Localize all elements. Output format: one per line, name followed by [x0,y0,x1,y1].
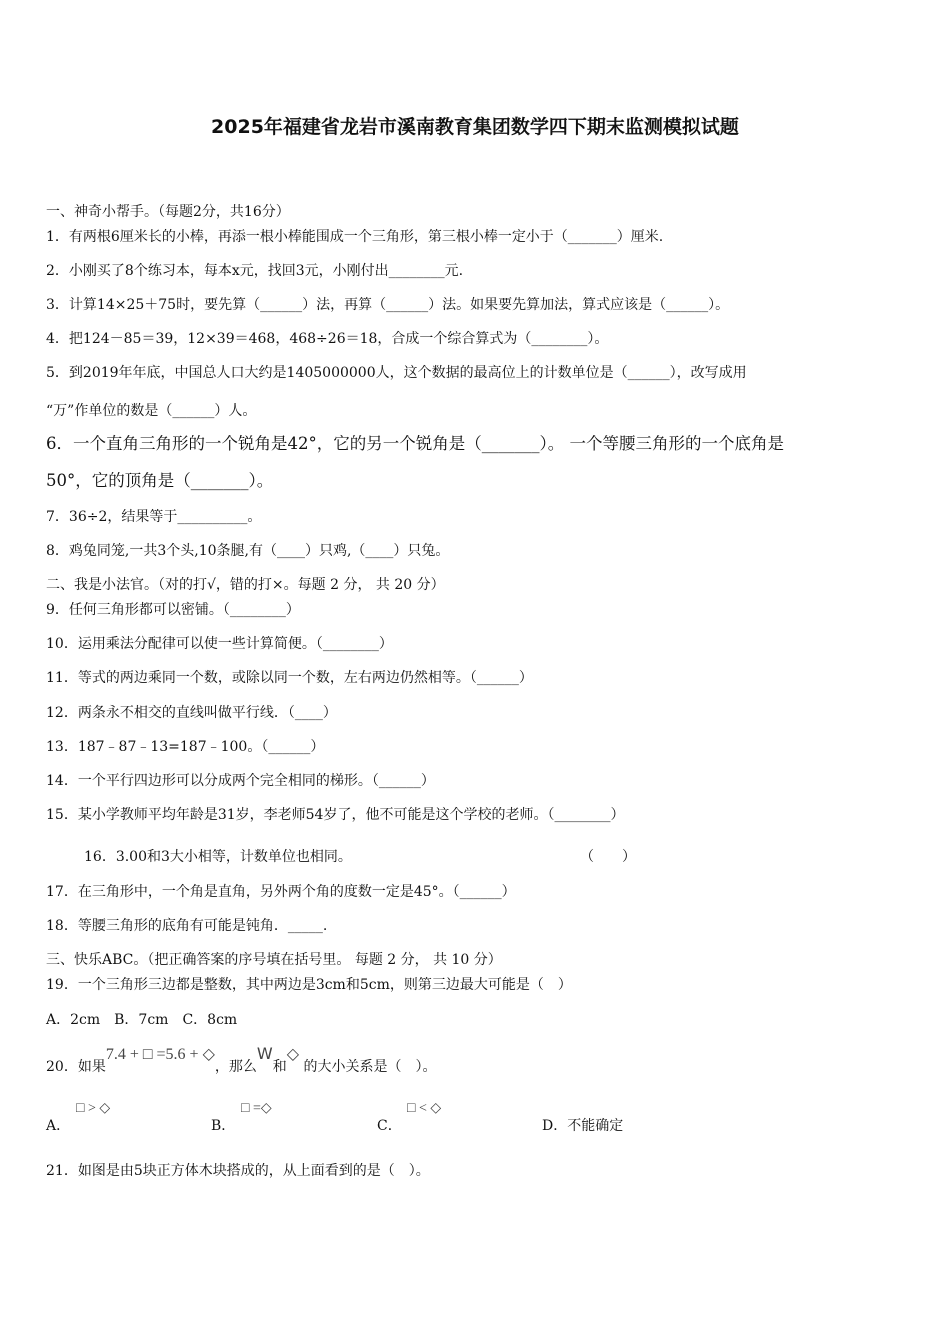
question-9: 9．任何三角形都可以密铺。（________） [46,602,300,618]
question-16: 16．3.00和3大小相等，计数单位也相同。 [84,849,352,865]
question-20-suffix: 的大小关系是（ ）。 [299,1059,437,1075]
question-20-formula: 7.4 + □ =5.6 + ◇ [105,1046,215,1063]
question-15: 15．某小学教师平均年龄是31岁，李老师54岁了，他不可能是这个学校的老师。（________） [46,807,625,823]
question-20-w: W [256,1044,273,1063]
question-17: 17．在三角形中，一个角是直角，另外两个角的度数一定是45°。（______） [46,884,516,900]
question-19-options: A．2cm B．7cm C．8cm [46,1012,238,1028]
question-18: 18．等腰三角形的底角有可能是钝角．_____. [46,918,328,934]
section-3-heading: 三、快乐ABC。（把正确答案的序号填在括号里。 每题 2 分， 共 10 分） [46,952,502,968]
question-11: 11．等式的两边乘同一个数，或除以同一个数，左右两边仍然相等。（______） [46,670,533,686]
question-1: 1．有两根6厘米长的小棒，再添一根小棒能围成一个三角形，第三根小棒一定小于（_______）厘米. [46,229,664,245]
question-20-prefix: 20．如果 [46,1059,106,1075]
option-d: D．不能确定 [542,1118,624,1134]
question-20 [46,1044,437,1077]
option-c-label: C． [377,1118,402,1134]
option-b-label: B． [211,1118,236,1134]
question-8: 8．鸡兔同笼,一共3个头,10条腿,有（____）只鸡,（____）只兔。 [46,543,450,559]
question-2: 2．小刚买了8个练习本，每本x元，找回3元，小刚付出________元. [46,263,464,279]
question-10: 10．运用乘法分配律可以使一些计算简便。（________） [46,636,393,652]
question-19: 19．一个三角形三边都是整数，其中两边是3cm和5cm，则第三边最大可能是（ ） [46,977,572,993]
question-16-answer-paren: （ ） [580,849,636,865]
diamond-icon: ◇ [286,1046,300,1063]
question-6-line-2: 50°，它的顶角是（_______）。 [46,471,274,490]
question-6-line-1: 6．一个直角三角形的一个锐角是42°，它的另一个锐角是（_______）。 一个等腰三角形的一个底角是 [46,434,784,453]
question-7: 7．36÷2，结果等于__________。 [46,509,262,525]
option-b-expression: □ =◇ [241,1101,272,1116]
option-a-label: A． [46,1118,71,1134]
question-21: 21．如图是由5块正方体木块搭成的，从上面看到的是（ ）。 [46,1163,430,1179]
question-20-mid: ，那么 [214,1059,257,1075]
section-1-heading: 一、神奇小帮手。（每题2分，共16分） [46,204,290,220]
option-a-expression: □ > ◇ [76,1101,111,1116]
option-c-expression: □ < ◇ [407,1101,442,1116]
question-5-line-1: 5．到2019年年底，中国总人口大约是1405000000人，这个数据的最高位上的计数单位是（______），改写成用 [46,365,747,381]
section-2-heading: 二、我是小法官。（对的打√，错的打×。每题 2 分， 共 20 分） [46,577,445,593]
question-3: 3．计算14×25＋75时，要先算（______）法，再算（______）法。如果要先算加法，算式应该是（______）。 [46,297,730,313]
question-20-he: 和 [272,1059,287,1075]
page-title: 2025年福建省龙岩市溪南教育集团数学四下期末监测模拟试题 [211,116,739,138]
question-5-line-2: “万”作单位的数是（______）人。 [46,403,257,419]
question-14: 14．一个平行四边形可以分成两个完全相同的梯形。（______） [46,773,435,789]
question-13: 13．187﹣87﹣13=187﹣100。（______） [46,739,325,755]
question-12: 12．两条永不相交的直线叫做平行线．（____） [46,705,337,721]
question-4: 4．把124－85＝39，12×39＝468，468÷26＝18，合成一个综合算式为（________）。 [46,331,609,347]
